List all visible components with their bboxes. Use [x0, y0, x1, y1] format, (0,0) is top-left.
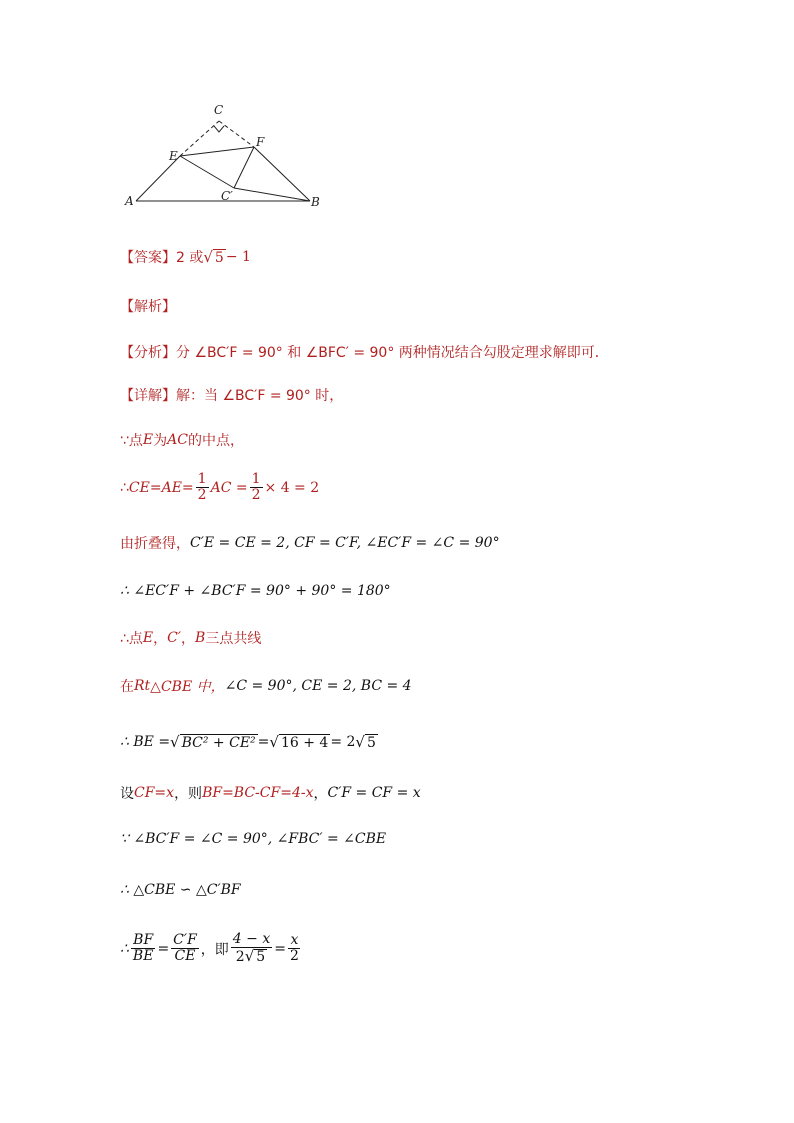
segment-EC-dashed — [180, 121, 219, 156]
fenxi-line — [120, 342, 609, 362]
xiangjie-text: 解：当 ∠BC′F = 90° 时， — [176, 388, 344, 404]
answer-text-pre: 2 或 — [176, 250, 204, 266]
equation-part: CE=AE= — [128, 479, 194, 496]
text: 三点共线 — [205, 631, 262, 647]
xiangjie-line — [120, 385, 343, 405]
label-C-prime: C′ — [221, 189, 233, 203]
solution-line-6 — [120, 676, 412, 696]
right-angle-mark — [214, 126, 224, 132]
equation: ∠C = 90°, CE = 2, BC = 4 — [224, 678, 412, 694]
solution-line-3 — [120, 533, 500, 553]
xiangjie-tag: 【详解】 — [120, 388, 176, 404]
solution-line-10 — [120, 882, 241, 898]
segment-EC-prime — [180, 156, 234, 188]
point-E: E — [142, 432, 154, 448]
solution-line-8 — [120, 783, 421, 803]
solution-line-5 — [120, 628, 261, 648]
point-C-prime: C′ — [167, 630, 182, 646]
text: ∵点 — [120, 433, 143, 449]
fraction-x-2: $\frac{x}{2}$ — [289, 932, 299, 965]
equation-part: C′F = CF = x — [327, 785, 421, 801]
sqrt-expression: √ 16 + 4 — [269, 733, 329, 751]
label-E: E — [169, 149, 178, 163]
segment-C-prime-F — [234, 147, 254, 188]
text: ， — [313, 786, 328, 802]
equation: ∴ △CBE ∽ △C′BF — [120, 882, 241, 898]
therefore-symbol: ∴ — [120, 479, 129, 496]
segment-AC: AC — [167, 432, 188, 448]
equation-part: BF=BC-CF=4-x — [202, 785, 314, 801]
equation-part: AC = — [210, 479, 248, 496]
equation-part: ∴ BE = — [120, 734, 171, 750]
equation: ∴ ∠EC′F + ∠BC′F = 90° + 90° = 180° — [120, 583, 391, 599]
text: ， — [181, 631, 196, 647]
equals: = — [274, 940, 286, 957]
text: ，则 — [174, 786, 203, 802]
equation-part: = — [257, 734, 270, 750]
equation-part: × 4 = 2 — [264, 479, 320, 496]
solution-line-11 — [120, 932, 303, 966]
text: ，即 — [200, 941, 229, 958]
segment-CF-dashed — [219, 121, 254, 147]
text: 设 — [120, 786, 134, 802]
equation-part: = 2 — [330, 734, 356, 750]
fraction-half: $\frac{1}{2}$ — [197, 471, 207, 504]
therefore-symbol: ∴ — [120, 940, 129, 957]
answer-line — [120, 247, 251, 267]
fenxi-tag: 【分析】 — [120, 345, 176, 361]
segment-EF — [180, 147, 254, 156]
answer-sqrt: √ 5 — [203, 248, 224, 266]
sqrt-expression: √ BC² + CE² — [170, 733, 256, 751]
solution-line-4 — [120, 583, 391, 599]
fraction-4-minus-x: 4 − x 2 √ 5 — [232, 931, 271, 966]
solution-line-7 — [120, 733, 378, 751]
text: 由折叠得， — [120, 536, 190, 552]
text: 为 — [153, 433, 168, 449]
equation-part: CF=x — [134, 785, 175, 801]
point-E: E — [142, 630, 154, 646]
equation: C′E = CE = 2, CF = C′F, ∠EC′F = ∠C = 90° — [190, 535, 500, 551]
fraction-half: $\frac{1}{2}$ — [251, 471, 261, 504]
triangle-diagram — [118, 100, 328, 215]
text: 的中点， — [187, 433, 244, 449]
rt-label: Rt — [134, 678, 151, 694]
fraction-BF-BE: $\frac{BF}{BE}$ — [132, 932, 154, 965]
equation: ∵ ∠BC′F = ∠C = 90°, ∠FBC′ = ∠CBE — [120, 831, 387, 847]
analysis-heading — [120, 296, 176, 316]
label-C: C — [214, 103, 224, 117]
answer-text-post: − 1 — [225, 249, 251, 265]
point-B: B — [195, 630, 206, 646]
text: △CBE 中， — [150, 679, 225, 695]
answer-tag: 【答案】 — [120, 250, 176, 266]
sqrt-expression: √ 5 — [355, 733, 376, 751]
solution-line-2 — [120, 472, 319, 504]
analysis-tag: 【解析】 — [120, 299, 176, 315]
fenxi-text: 分 ∠BC′F = 90° 和 ∠BFC′ = 90° 两种情况结合勾股定理求解即可． — [176, 345, 609, 361]
text: ∴点 — [120, 631, 143, 647]
text: 在 — [120, 679, 134, 695]
solution-line-1 — [120, 430, 244, 450]
sqrt-five: √ 5 — [244, 947, 266, 966]
denominator: 2 √ 5 — [235, 947, 266, 966]
label-F: F — [256, 135, 265, 149]
geometry-figure — [118, 100, 328, 215]
solution-line-9 — [120, 831, 386, 847]
equals: = — [157, 940, 170, 957]
fraction-CpF-CE: $\frac{C'F}{CE}$ — [173, 932, 197, 965]
label-A: A — [125, 194, 134, 208]
label-B: B — [311, 195, 320, 209]
text: ， — [153, 631, 168, 647]
